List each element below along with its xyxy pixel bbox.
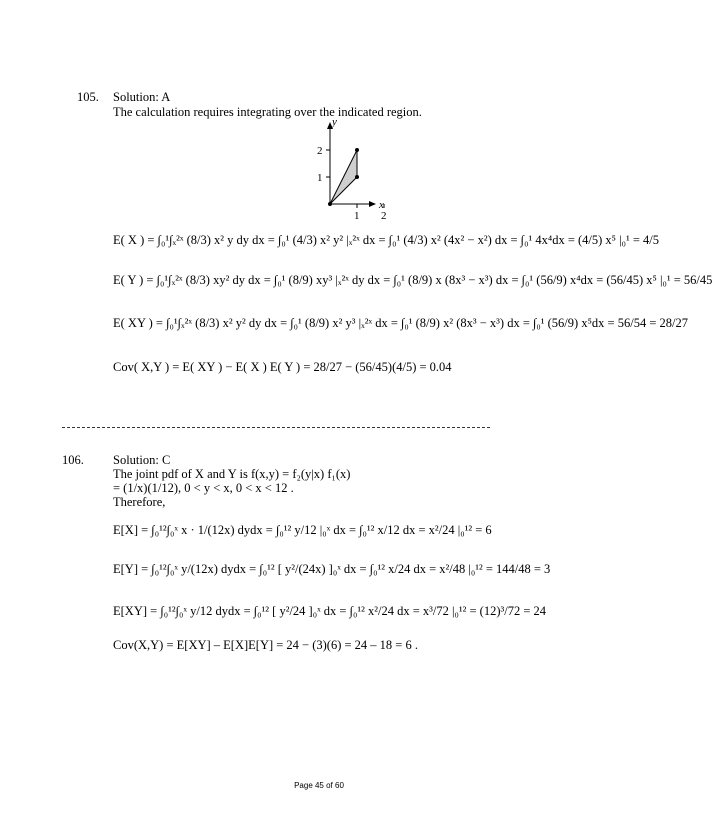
x-axis-label: x (379, 199, 384, 211)
problem-106-line3: Therefore, (113, 495, 166, 509)
eq-105-expected-xy: E( XY ) = ∫₀¹∫ₓ²ˣ (8/3) x² y² dy dx = ∫₀¹ (8/9) x² y³ |ₓ²ˣ dx = ∫₀¹ (8/9) x² (8x³ − x³) dx = ∫₀¹ (56/9) x⁵dx = 56/54 = 28/27 (113, 316, 688, 330)
problem-106-solution: Solution: C (113, 453, 171, 467)
vertex-1-2 (355, 148, 359, 152)
vertex-1-1 (355, 175, 359, 179)
eq-106-expected-x: E[X] = ∫₀¹²∫₀ˣ x · 1/(12x) dydx = ∫₀¹² y/12 |₀ˣ dx = ∫₀¹² x/12 dx = x²/24 |₀¹² = 6 (113, 523, 492, 537)
page-footer: Page 45 of 60 (294, 781, 344, 790)
region-graph (280, 118, 390, 223)
problem-106-number: 106. (62, 453, 84, 467)
y-axis-label: y (332, 116, 337, 128)
y-tick-label-1: 1 (317, 172, 323, 184)
problem-105-statement: The calculation requires integrating over the indicated region. (113, 105, 422, 119)
problem-106-line2: = (1/x)(1/12), 0 < y < x, 0 < x < 12 . (113, 481, 294, 495)
eq-106-expected-xy: E[XY] = ∫₀¹²∫₀ˣ y/12 dydx = ∫₀¹² [ y²/24 ]₀ˣ dx = ∫₀¹² x²/24 dx = x³/72 |₀¹² = (12)³/72 = 24 (113, 604, 546, 618)
problem-105-number: 105. (77, 90, 99, 104)
x-tick-label-2: 2 (381, 210, 387, 222)
eq-105-covariance: Cov( X,Y ) = E( XY ) − E( X ) E( Y ) = 28/27 − (56/45)(4/5) = 0.04 (113, 360, 452, 374)
region-triangle (330, 150, 357, 204)
x-axis-arrow (369, 201, 376, 207)
eq-106-covariance: Cov(X,Y) = E[XY] – E[X]E[Y] = 24 − (3)(6) = 24 – 18 = 6 . (113, 638, 418, 652)
problem-105-solution: Solution: A (113, 90, 171, 104)
section-divider (62, 427, 490, 428)
y-tick-label-2: 2 (317, 145, 323, 157)
eq-105-expected-y: E( Y ) = ∫₀¹∫ₓ²ˣ (8/3) xy² dy dx = ∫₀¹ (8/9) xy³ |ₓ²ˣ dy dx = ∫₀¹ (8/9) x (8x³ − x³) dx = ∫₀¹ (56/9) x⁴dx = (56/45) x⁵ |₀¹ = 56/45 (113, 273, 712, 287)
eq-105-expected-x: E( X ) = ∫₀¹∫ₓ²ˣ (8/3) x² y dy dx = ∫₀¹ (4/3) x² y² |ₓ²ˣ dx = ∫₀¹ (4/3) x² (4x² − x²) dx = ∫₀¹ 4x⁴dx = (4/5) x⁵ |₀¹ = 4/5 (113, 233, 660, 247)
vertex-origin (328, 202, 332, 206)
problem-106-line1: The joint pdf of X and Y is f(x,y) = f₂(y|x) f₁(x) (113, 467, 351, 481)
eq-106-expected-y: E[Y] = ∫₀¹²∫₀ˣ y/(12x) dydx = ∫₀¹² [ y²/(24x) ]₀ˣ dx = ∫₀¹² x/24 dx = x²/48 |₀¹² = 144/48 = 3 (113, 562, 551, 576)
x-tick-label-1: 1 (354, 210, 360, 222)
